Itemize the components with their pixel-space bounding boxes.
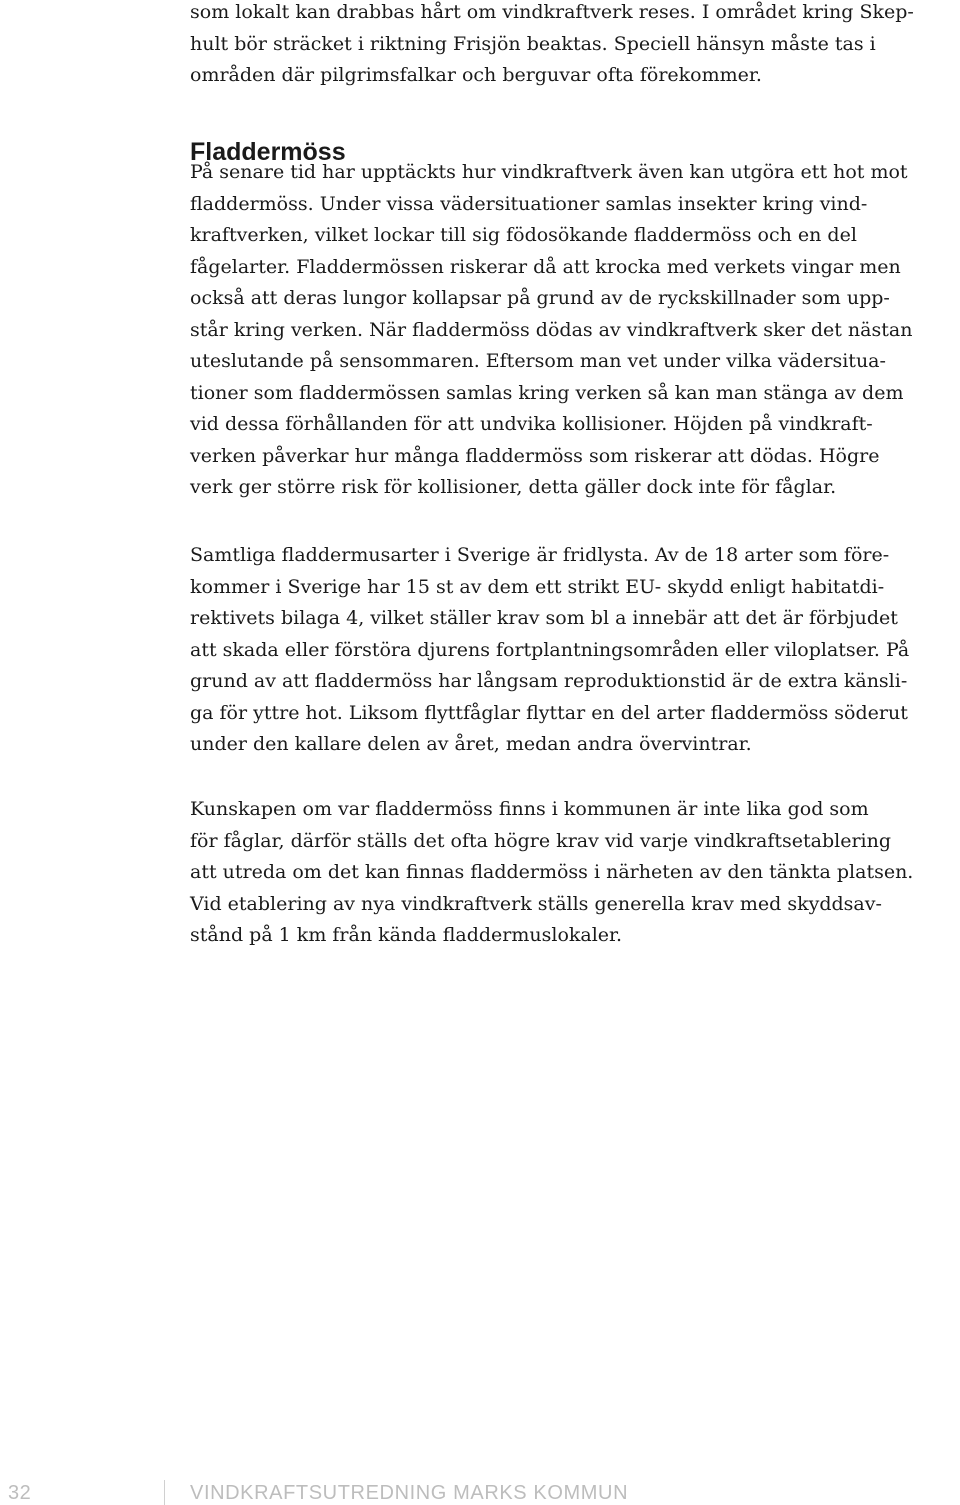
body-paragraph-3 (190, 794, 955, 952)
text-line: stånd på 1 km från kända fladdermuslokaler. (190, 924, 623, 946)
text-line: Vid etablering av nya vindkraftverk ställs generella krav med skyddsav- (190, 892, 882, 915)
body-paragraph-1 (190, 157, 955, 504)
text-line: verken påverkar hur många fladdermöss som riskerar att dödas. Högre (190, 444, 880, 467)
text-line: hult bör sträcket i riktning Frisjön beaktas. Speciell hänsyn måste tas i (190, 32, 876, 55)
text-line: fladdermöss. Under vissa vädersituationer samlas insekter kring vind- (190, 192, 868, 215)
page-number: 32 (8, 1482, 32, 1504)
text-line: vid dessa förhållanden för att undvika kollisioner. Höjden på vindkraft- (190, 413, 873, 435)
text-line: tioner som fladdermössen samlas kring verken så kan man stänga av dem (190, 381, 904, 404)
text-line: fågelarter. Fladdermössen riskerar då att krocka med verkets vingar men (190, 255, 901, 278)
text-line: grund av att fladdermöss har långsam reproduktionstid är de extra känsli- (190, 670, 908, 692)
text-line: verk ger större risk för kollisioner, detta gäller dock inte för fåglar. (190, 476, 837, 498)
text-line: kraftverken, vilket lockar till sig födosökande fladdermöss och en del (190, 224, 857, 246)
text-line: också att deras lungor kollapsar på grund av de ryckskillnader som upp- (190, 287, 890, 309)
text-line: områden där pilgrimsfalkar och berguvar ofta förekommer. (190, 64, 762, 86)
text-line: under den kallare delen av året, medan andra övervintrar. (190, 733, 752, 755)
text-line: Samtliga fladdermusarter i Sverige är fridlysta. Av de 18 arter som före- (190, 544, 890, 566)
footer-title: VINDKRAFTSUTREDNING MARKS KOMMUN (190, 1482, 629, 1504)
text-line: rektivets bilaga 4, vilket ställer krav som bl a innebär att det är förbjudet (190, 607, 898, 629)
text-line: för fåglar, därför ställs det ofta högre krav vid varje vindkraftsetablering (190, 829, 892, 852)
text-line: som lokalt kan drabbas hårt om vindkraftverk reses. I området kring Skep- (190, 1, 914, 23)
text-line: uteslutande på sensommaren. Eftersom man vet under vilka vädersitua- (190, 350, 886, 372)
text-line: står kring verken. När fladdermöss dödas av vindkraftverk sker det nästan (190, 318, 913, 341)
footer-divider (164, 1480, 165, 1505)
text-line: kommer i Sverige har 15 st av dem ett strikt EU- skydd enligt habitatdi- (190, 575, 885, 598)
page-footer (0, 1480, 960, 1505)
text-line: Kunskapen om var fladdermöss finns i kommunen är inte lika god som (190, 798, 869, 820)
section-heading: Fladdermöss (190, 137, 346, 166)
text-line: ga för yttre hot. Liksom flyttfåglar flyttar en del arter fladdermöss söderut (190, 701, 908, 724)
text-line: att skada eller förstöra djurens fortplantningsområden eller viloplatser. På (190, 638, 910, 661)
text-line: att utreda om det kan finnas fladdermöss i närheten av den tänkta platsen. (190, 861, 914, 883)
intro-paragraph (190, 0, 955, 92)
text-line: På senare tid har upptäckts hur vindkraftverk även kan utgöra ett hot mot (190, 161, 908, 183)
body-paragraph-2 (190, 540, 955, 761)
